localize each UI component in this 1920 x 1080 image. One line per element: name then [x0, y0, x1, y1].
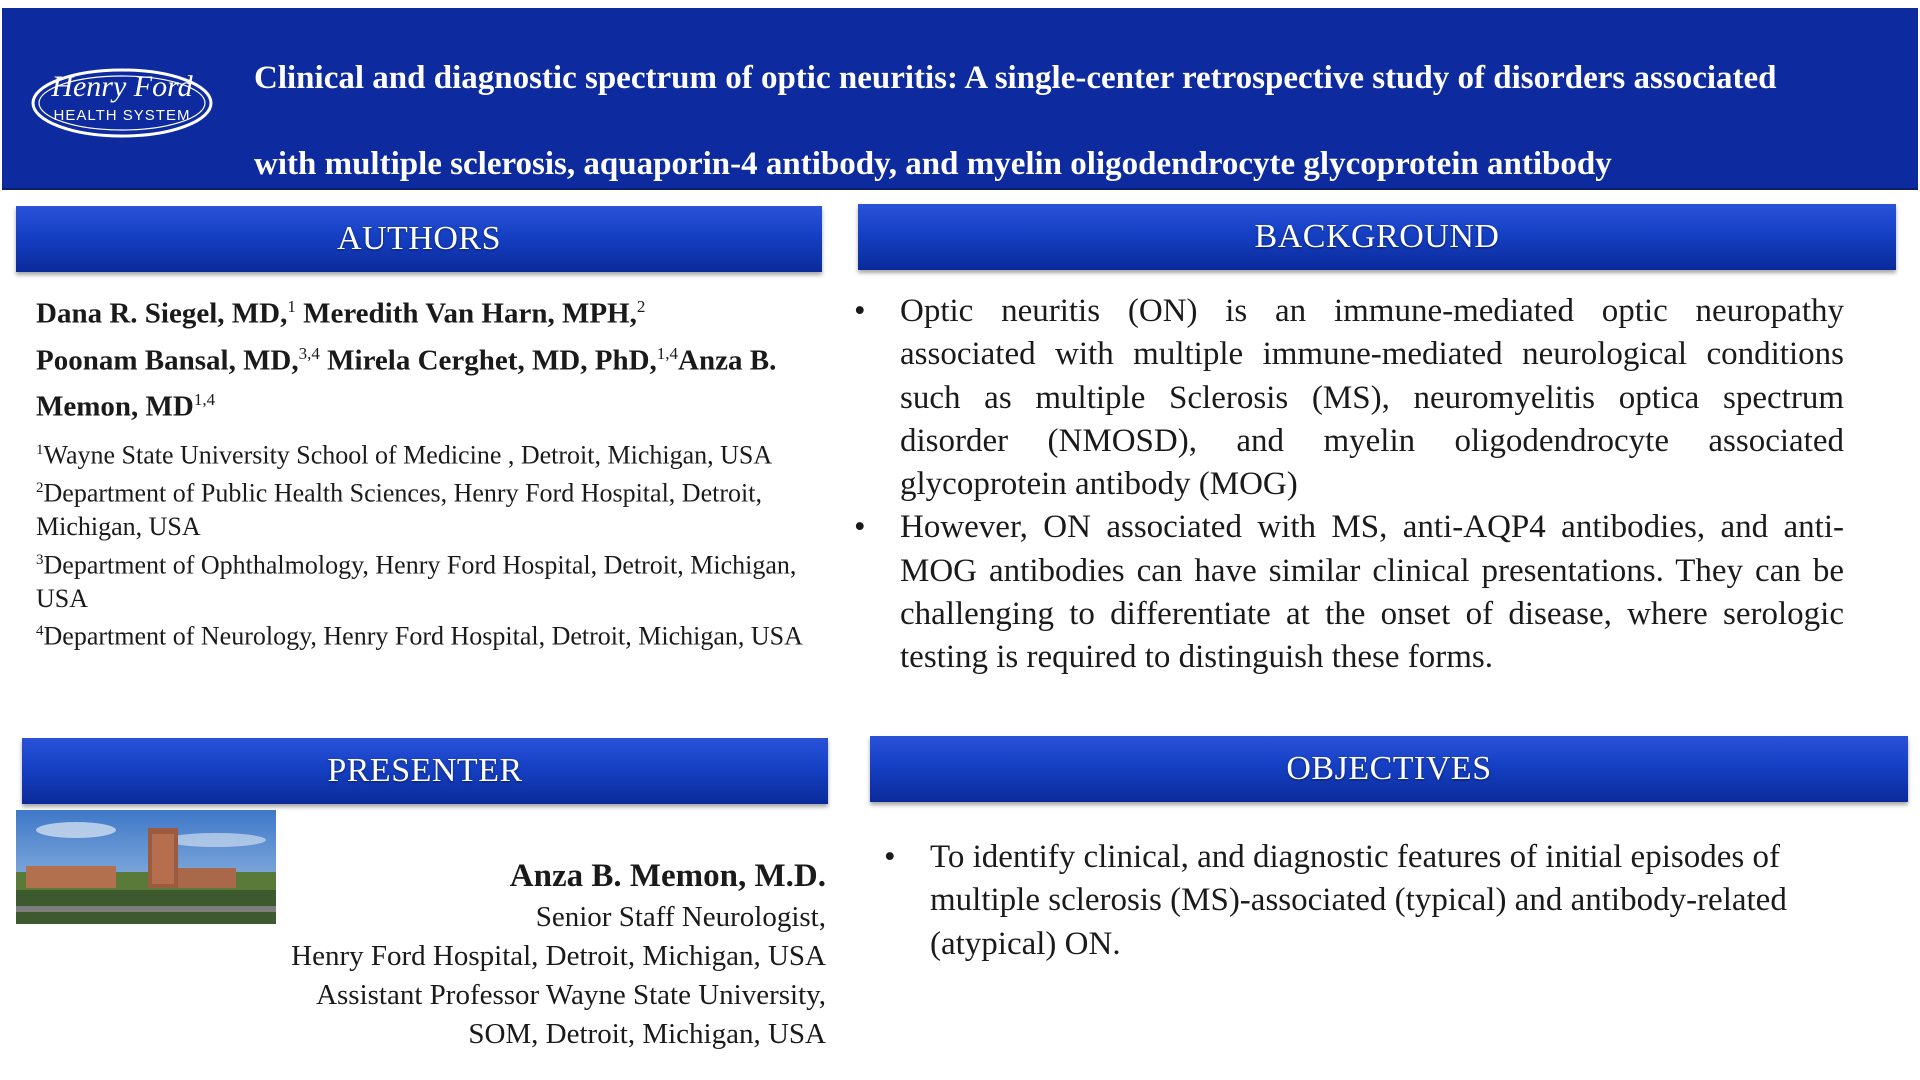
affiliation: $^4$Department of Neurology, Henry Ford Hospital, Detroit, Michigan, USA — [36, 622, 803, 652]
hospital-photo — [16, 810, 276, 924]
presenter-location: SOM, Detroit, Michigan, USA — [468, 1018, 826, 1050]
author-name: Meredith Van Harn, MPH, — [303, 297, 637, 330]
objectives-bullets — [930, 836, 1850, 966]
author-list: Dana R. Siegel, MD,$^1$ Meredith Van Harn, MPH,$^2$ Poonam Bansal, MD,$^{3,4}$ Mirela Cerghet, MD, PhD,$^{1,4}$Anza B. Memon, MD$^{1,4}$ — [36, 297, 777, 423]
author-name: Mirela Cerghet, MD, PhD, — [327, 344, 657, 377]
author-name: Anza B. Memon, MD — [36, 344, 777, 423]
presenter-affiliation: Henry Ford Hospital, Detroit, Michigan, USA — [291, 940, 826, 972]
background-bullets — [900, 290, 1844, 680]
poster-title-line-1: Clinical and diagnostic spectrum of optic neuritis: A single-center retrospective study of disorders associated — [254, 60, 1777, 96]
background-heading: BACKGROUND — [858, 204, 1896, 270]
authors-heading: AUTHORS — [16, 206, 822, 272]
presenter-name: Anza B. Memon, M.D. — [509, 858, 826, 894]
bullet-item: • Optic neuritis (ON) is an immune-mediated optic neuropathy associated with multiple immune-mediated neurological conditions such as multiple Sclerosis (MS), neuromyelitis optica spectrum disorder (NMOSD), and myelin oligodendrocyte associated glycoprotein antibody (MOG) — [900, 290, 1844, 506]
bullet-item: • To identify clinical, and diagnostic features of initial episodes of multiple sclerosis (MS)-associated (typical) and antibody-related (atypical) ON. — [930, 836, 1850, 966]
svg-text:HEALTH SYSTEM: HEALTH SYSTEM — [53, 107, 191, 124]
henry-ford-logo — [30, 58, 214, 144]
affiliation: $^1$Wayne State University School of Medicine , Detroit, Michigan, USA — [36, 440, 773, 470]
presenter-heading: PRESENTER — [22, 738, 828, 804]
poster-title-line-2: with multiple sclerosis, aquaporin-4 antibody, and myelin oligodendrocyte glycoprotein antibody — [254, 146, 1612, 182]
title-banner — [2, 8, 1918, 190]
author-name: Dana R. Siegel, MD, — [36, 297, 288, 330]
svg-text:Henry Ford: Henry Ford — [51, 70, 193, 103]
objectives-heading: OBJECTIVES — [870, 736, 1908, 802]
presenter-title: Senior Staff Neurologist, — [535, 901, 826, 933]
affiliation-list — [36, 434, 826, 654]
presenter-info — [291, 854, 826, 1054]
affiliation: $^2$Department of Public Health Sciences, Henry Ford Hospital, Detroit, Michigan, USA — [36, 478, 762, 542]
author-name: Poonam Bansal, MD, — [36, 344, 299, 377]
bullet-item: • However, ON associated with MS, anti-AQP4 antibodies, and anti-MOG antibodies can have similar clinical presentations. They can be challenging to differentiate at the onset of disease, where serologic testing is required to distinguish these forms. — [900, 506, 1844, 679]
presenter-appointment: Assistant Professor Wayne State University, — [316, 979, 826, 1011]
affiliation: $^3$Department of Ophthalmology, Henry Ford Hospital, Detroit, Michigan, USA — [36, 550, 797, 613]
